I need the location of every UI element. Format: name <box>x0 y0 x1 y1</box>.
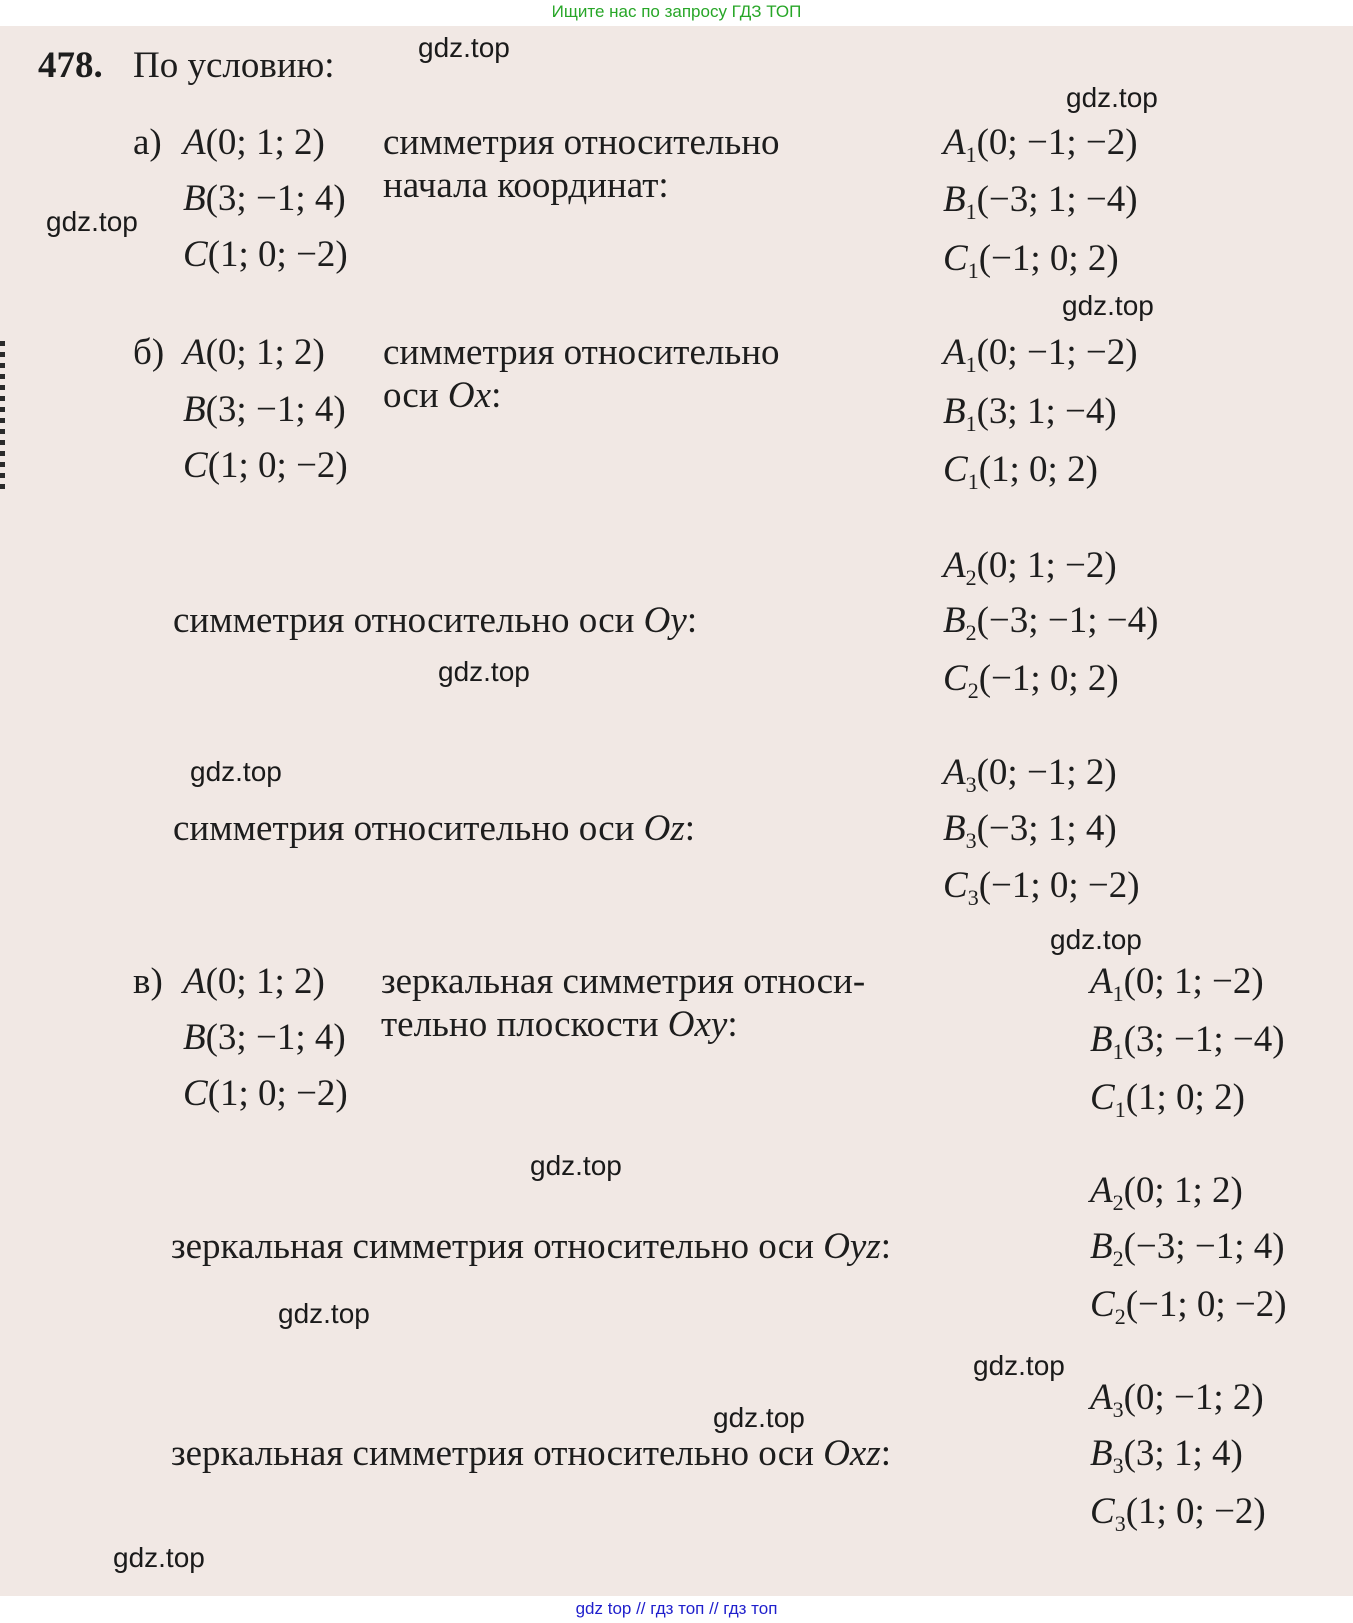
watermark: gdz.top <box>418 32 510 63</box>
part-c-desc-1: зеркальная симметрия относи- <box>381 961 866 1002</box>
point-b: B(3; −1; 4) <box>183 1017 346 1058</box>
result-c2: $C_2(-1$; 0; −2) <box>1090 1284 1287 1329</box>
watermark: gdz.top <box>530 1150 622 1181</box>
result-b2: $B_2(-3$; −1; 4) <box>1090 1226 1285 1271</box>
part-b-desc-2: оси Ox: <box>383 375 502 416</box>
point-a: A(0; 1; 2) <box>183 332 325 373</box>
part-b-oz-desc: симметрия относительно оси Oz: <box>173 808 696 849</box>
watermark: gdz.top <box>713 1402 805 1433</box>
result-b1: $B_1(3$; −1; −4) <box>1090 1019 1285 1064</box>
point-c: C(1; 0; −2) <box>183 445 348 486</box>
result-c2: $C_2(-1$; 0; 2) <box>943 658 1119 703</box>
part-b-oy-desc: симметрия относительно оси Oy: <box>173 600 698 641</box>
point-b: B(3; −1; 4) <box>183 389 346 430</box>
part-c-label: в) <box>133 961 163 1002</box>
watermark: gdz.top <box>278 1298 370 1329</box>
margin-mark <box>0 341 5 491</box>
problem-number: 478. <box>38 45 103 86</box>
part-c-oxz-desc: зеркальная симметрия относительно оси Oxz: <box>171 1433 892 1474</box>
textbook-page <box>0 26 1353 1596</box>
result-a3: $A_3(0$; −1; 2) <box>1090 1377 1264 1422</box>
point-c: C(1; 0; −2) <box>183 1073 348 1114</box>
result-c1: $C_1(-1$; 0; 2) <box>943 238 1119 283</box>
watermark: gdz.top <box>113 1542 205 1573</box>
result-b1: $B_1(3$; 1; −4) <box>943 391 1117 436</box>
result-a1: $A_1(0$; −1; −2) <box>943 332 1138 377</box>
result-c1: $C_1(1$; 0; 2) <box>1090 1077 1245 1122</box>
footer-links[interactable]: gdz top // гдз топ // гдз топ <box>575 1599 778 1618</box>
result-a2: $A_2(0$; 1; −2) <box>943 545 1117 590</box>
part-b-label: б) <box>133 332 165 373</box>
part-a-label: а) <box>133 122 162 163</box>
point-a: A(0; 1; 2) <box>183 961 325 1002</box>
part-b-desc-1: симметрия относительно <box>383 332 780 373</box>
watermark: gdz.top <box>46 206 138 237</box>
point-c: C(1; 0; −2) <box>183 234 348 275</box>
result-c3: $C_3(-1$; 0; −2) <box>943 865 1140 910</box>
result-b2: $B_2(-3$; −1; −4) <box>943 600 1159 645</box>
part-a-desc-1: симметрия относительно <box>383 122 780 163</box>
search-banner[interactable]: Ищите нас по запросу ГДЗ ТОП <box>551 2 802 21</box>
problem-intro: По условию: <box>133 45 335 86</box>
part-c-desc-2: тельно плоскости Oxy: <box>381 1004 738 1045</box>
result-a3: $A_3(0$; −1; 2) <box>943 752 1117 797</box>
watermark: gdz.top <box>973 1350 1065 1381</box>
part-a-desc-2: начала координат: <box>383 165 669 206</box>
result-b3: $B_3(-3$; 1; 4) <box>943 808 1117 853</box>
watermark: gdz.top <box>1066 82 1158 113</box>
watermark: gdz.top <box>190 756 282 787</box>
result-a1: $A_1(0$; 1; −2) <box>1090 961 1264 1006</box>
result-c1: $C_1(1$; 0; 2) <box>943 449 1098 494</box>
point-a: A(0; 1; 2) <box>183 122 325 163</box>
result-b1: $B_1(-3$; 1; −4) <box>943 179 1138 224</box>
part-c-oyz-desc: зеркальная симметрия относительно оси Oyz: <box>171 1226 892 1267</box>
point-b: B(3; −1; 4) <box>183 178 346 219</box>
result-a2: $A_2(0$; 1; 2) <box>1090 1170 1243 1215</box>
watermark: gdz.top <box>1050 924 1142 955</box>
watermark: gdz.top <box>1062 290 1154 321</box>
watermark: gdz.top <box>438 656 530 687</box>
result-b3: $B_3(3$; 1; 4) <box>1090 1433 1243 1478</box>
result-a1: $A_1(0$; −1; −2) <box>943 122 1138 167</box>
result-c3: $C_3(1$; 0; −2) <box>1090 1491 1266 1536</box>
